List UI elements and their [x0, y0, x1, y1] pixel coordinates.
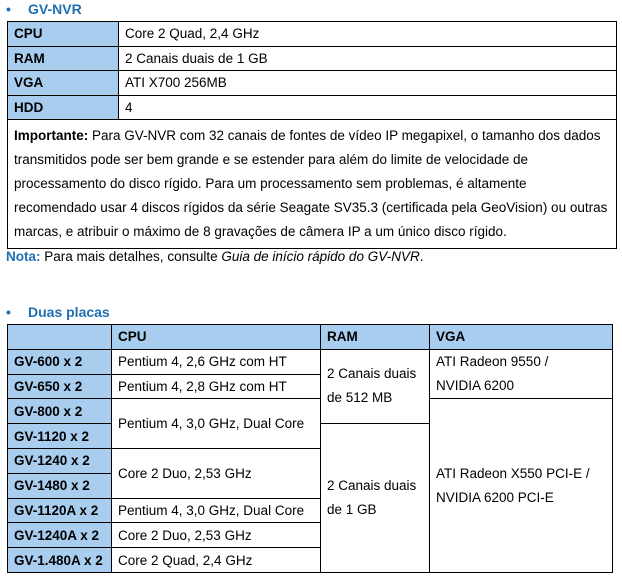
table-row: [8, 71, 617, 96]
nota-label: Nota:: [6, 249, 41, 264]
model-cell: GV-600 x 2: [8, 349, 112, 374]
ram-cell: [321, 424, 430, 573]
ram-line: de 512 MB: [327, 390, 393, 406]
column-header: VGA: [430, 325, 613, 350]
table-row: [8, 349, 613, 374]
table-row: [8, 22, 617, 47]
vga-line: NVIDIA 6200 PCI-E: [436, 489, 554, 505]
vga-line: ATI Radeon 9550 /: [436, 354, 549, 370]
nota-text: Para mais detalhes, consulte: [40, 249, 222, 264]
ram-line: de 1 GB: [327, 502, 377, 518]
column-header: [8, 325, 112, 350]
vga-cell: [430, 399, 613, 573]
section-title-text: GV-NVR: [28, 1, 82, 17]
model-cell: GV-1480 x 2: [8, 473, 112, 498]
bullet: •: [6, 304, 11, 320]
cpu-cell: Core 2 Duo, 2,53 GHz: [112, 523, 321, 548]
important-label: Importante:: [14, 128, 89, 143]
cpu-cell: Pentium 4, 2,8 GHz com HT: [112, 374, 321, 399]
vga-line: ATI Radeon X550 PCI-E /: [436, 465, 590, 481]
model-cell: GV-1120A x 2: [8, 498, 112, 523]
column-header: CPU: [112, 325, 321, 350]
section-title-text: Duas placas: [28, 304, 110, 320]
model-cell: GV-1240 x 2: [8, 448, 112, 473]
model-cell: GV-800 x 2: [8, 399, 112, 424]
spec-label: VGA: [8, 71, 119, 96]
column-header: RAM: [321, 325, 430, 350]
table-row: [8, 120, 617, 249]
model-cell: GV-1240A x 2: [8, 523, 112, 548]
nota-guide-title: Guia de início rápido do GV-NVR: [221, 249, 420, 264]
cpu-cell: Pentium 4, 3,0 GHz, Dual Core: [112, 399, 321, 449]
vga-line: NVIDIA 6200: [436, 378, 515, 394]
spec-label: CPU: [8, 22, 119, 47]
ram-line: 2 Canais duais: [327, 478, 417, 494]
spec-label: RAM: [8, 46, 119, 71]
vga-cell: [430, 349, 613, 399]
duas-placas-table: [7, 324, 613, 573]
important-text: Para GV-NVR com 32 canais de fontes de vídeo IP megapixel, o tamanho dos dados transmitidos pode ser bem grande e se estender para além do limite de velocidade de processamento do disco rígido. Para um processamento sem problemas, é altamente recomendado usar 4 discos rígidos da série Seagate SV35.3 (certificada pela GeoVision) ou outras marcas, e atribuir o máximo de 8 gravações de câmera IP a um único disco rígido.: [14, 128, 608, 239]
model-cell: GV-1.480A x 2: [8, 548, 112, 573]
important-note: [8, 120, 617, 249]
spec-value: ATI X700 256MB: [119, 71, 617, 96]
spec-value: 4: [119, 95, 617, 120]
gv-nvr-spec-table: [7, 21, 617, 249]
cpu-cell: Pentium 4, 2,6 GHz com HT: [112, 349, 321, 374]
ram-line: 2 Canais duais: [327, 366, 417, 382]
section-title-gv-nvr: [6, 1, 82, 17]
table-header-row: [8, 325, 613, 350]
section-title-duas-placas: [6, 304, 110, 320]
cpu-cell: Core 2 Quad, 2,4 GHz: [112, 548, 321, 573]
table-row: [8, 95, 617, 120]
spec-label: HDD: [8, 95, 119, 120]
model-cell: GV-1120 x 2: [8, 424, 112, 449]
table-row: [8, 399, 613, 424]
ram-cell: [321, 349, 430, 423]
table-row: [8, 46, 617, 71]
cpu-cell: Pentium 4, 3,0 GHz, Dual Core: [112, 498, 321, 523]
nota-end: .: [419, 249, 424, 264]
spec-value: 2 Canais duais de 1 GB: [119, 46, 617, 71]
cpu-cell: Core 2 Duo, 2,53 GHz: [112, 448, 321, 498]
bullet: •: [6, 1, 11, 17]
model-cell: GV-650 x 2: [8, 374, 112, 399]
spec-value: Core 2 Quad, 2,4 GHz: [119, 22, 617, 47]
nota-paragraph: [6, 248, 423, 266]
